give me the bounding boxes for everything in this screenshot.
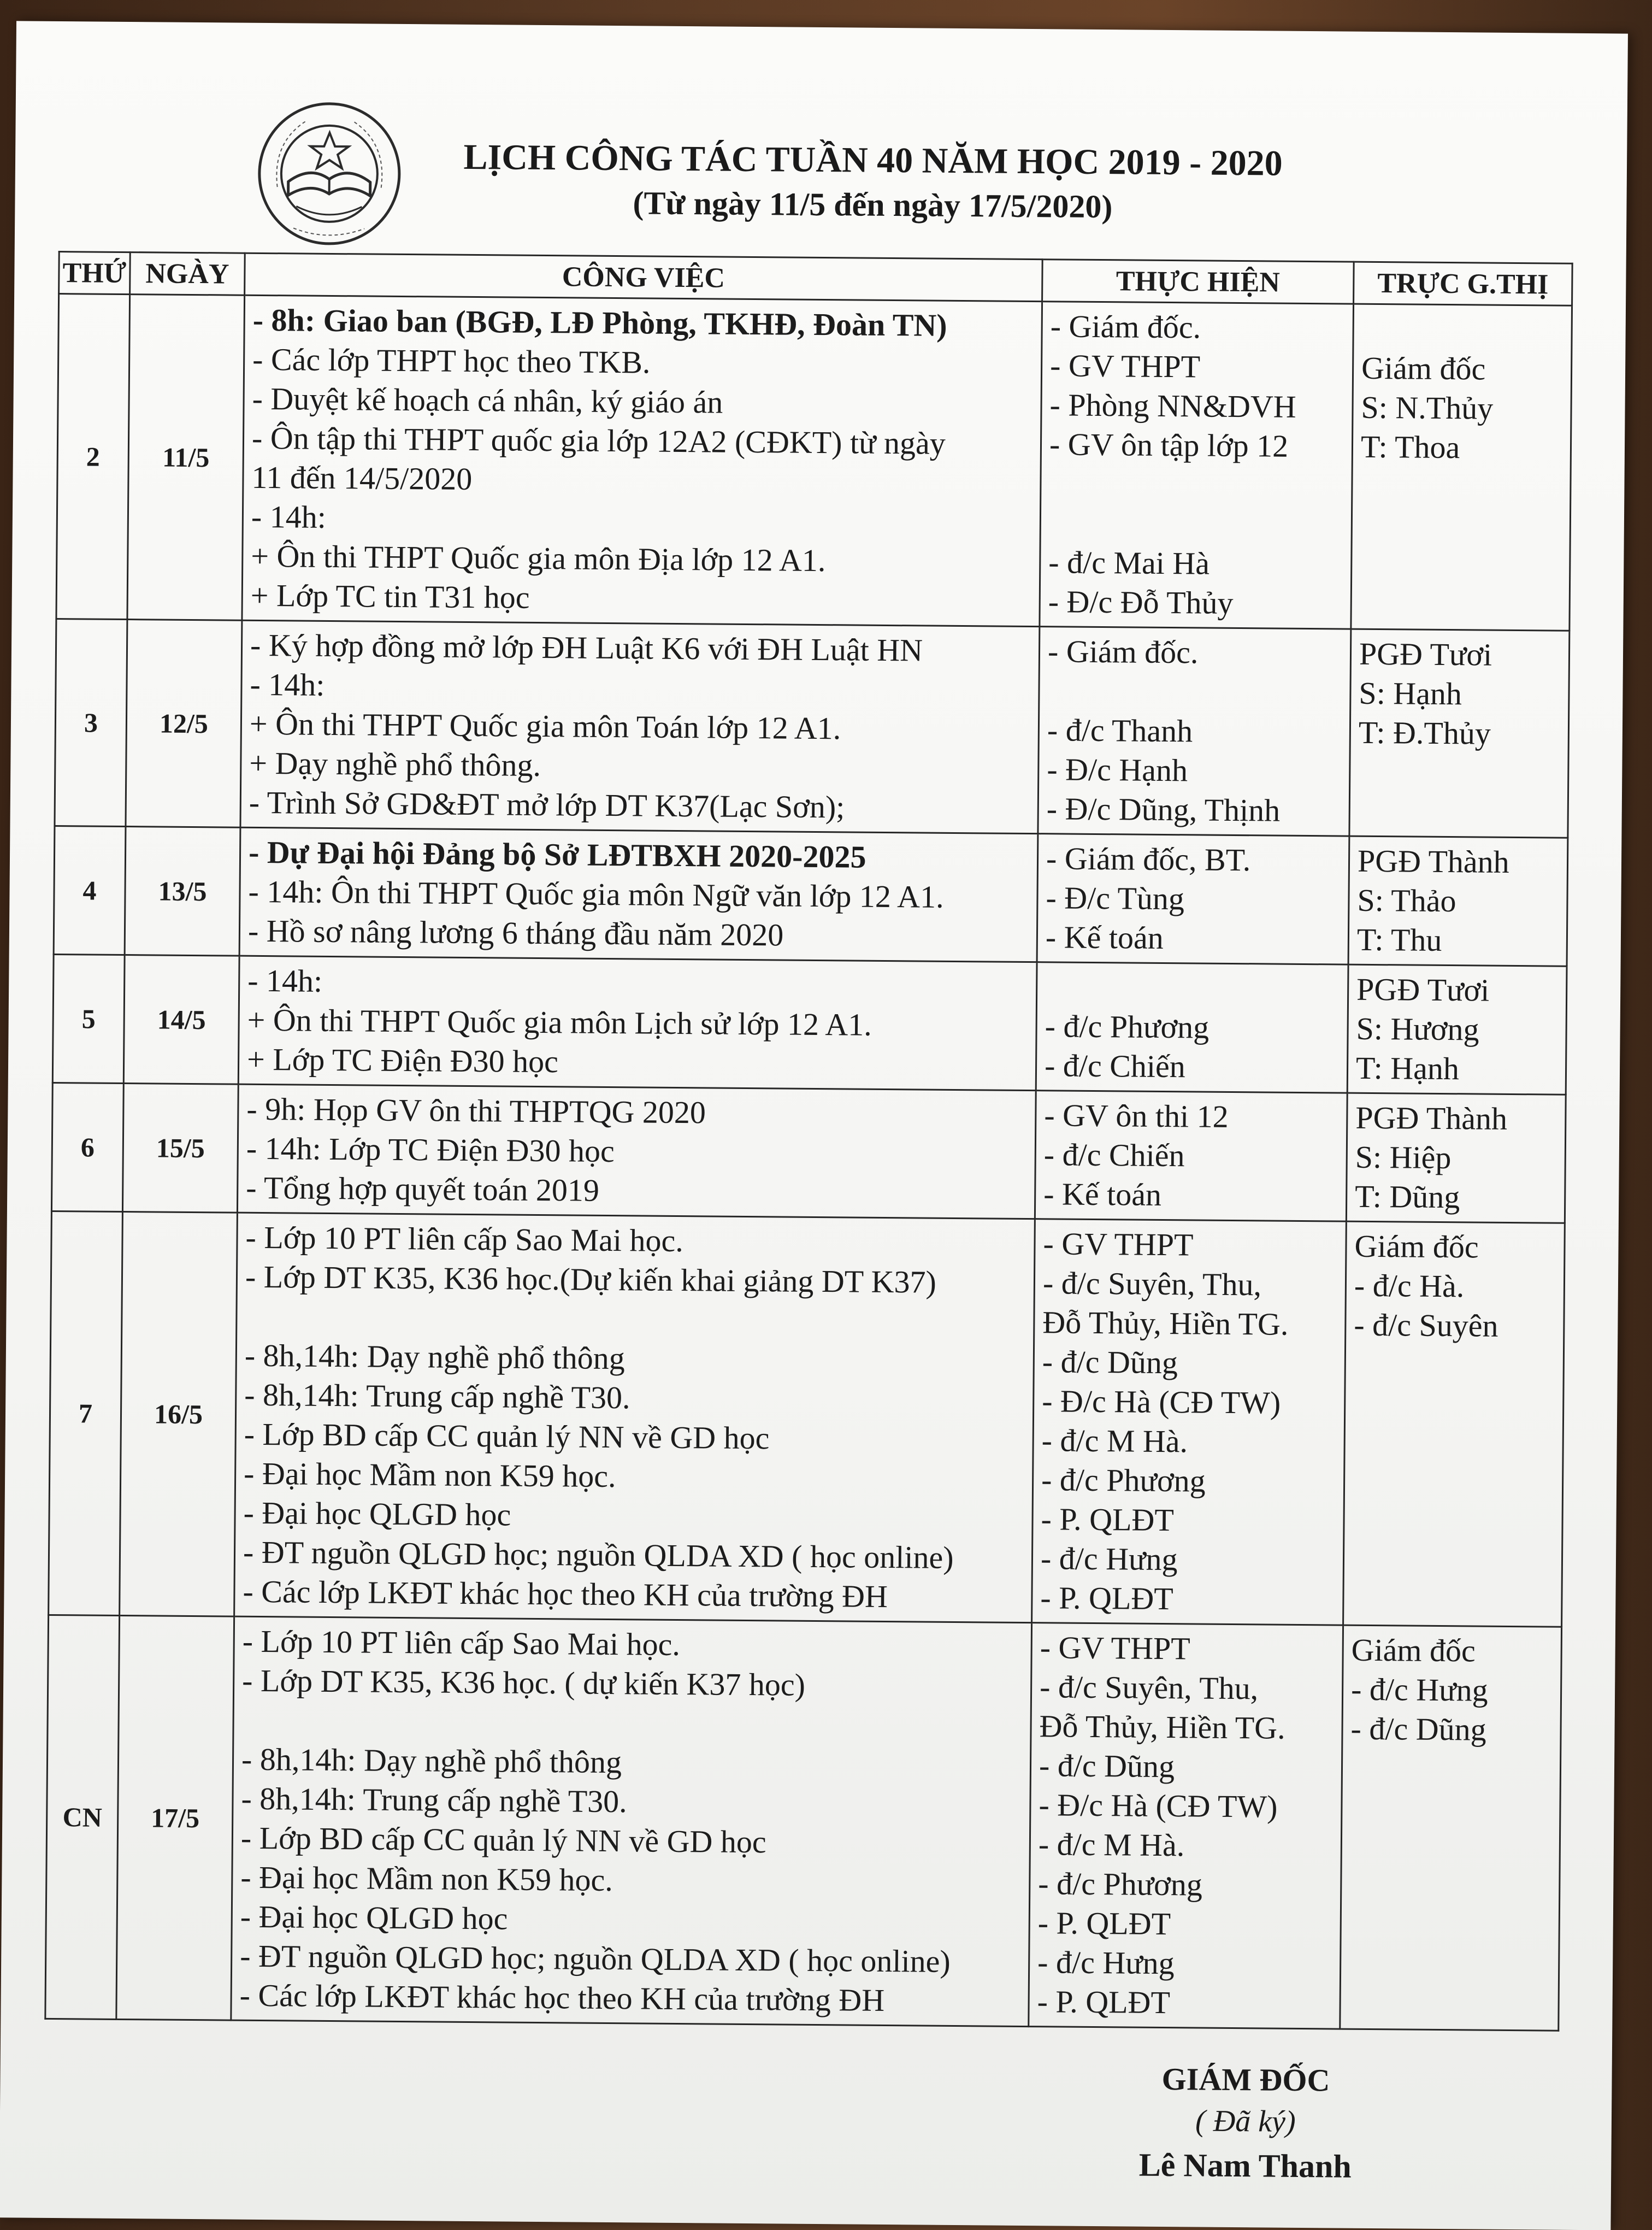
duty-line: - đ/c Hưng xyxy=(1351,1670,1553,1711)
cell-cong-viec xyxy=(239,827,1038,962)
work-line: - Các lớp LKĐT khác học theo KH của trường ĐH xyxy=(239,1976,1020,2021)
cell-thu: 2 xyxy=(56,294,130,620)
work-line: - Đại học Mầm non K59 học. xyxy=(244,1454,1025,1499)
duty-line: T: Thoa xyxy=(1361,427,1563,468)
executor-line: - Kế toán xyxy=(1043,1174,1338,1216)
executor-line: - Phòng NN&DVH xyxy=(1049,385,1344,427)
header-cong-viec: CÔNG VIỆC xyxy=(245,253,1043,301)
executor-line: - P. QLĐT xyxy=(1037,1982,1332,2023)
cell-truc xyxy=(1343,1221,1565,1627)
work-line: - Dự Đại hội Đảng bộ Sở LĐTBXH 2020-2025 xyxy=(249,833,1030,878)
header-ngay: NGÀY xyxy=(130,252,245,296)
work-line: - Lớp DT K35, K36 học. ( dự kiến K37 học) xyxy=(242,1661,1023,1707)
duty-line: Giám đốc xyxy=(1361,349,1564,390)
cell-ngay: 13/5 xyxy=(125,827,240,956)
duty-line: - đ/c Hà. xyxy=(1354,1266,1556,1307)
executor-line: - Đ/c Hạnh xyxy=(1047,750,1342,791)
executor-line: - đ/c M Hà. xyxy=(1041,1421,1336,1462)
work-line: - 14h: Ôn thi THPT Quốc gia môn Ngữ văn lớp 12 A1. xyxy=(248,872,1029,917)
schedule-body xyxy=(45,294,1572,2031)
table-row xyxy=(56,294,1572,631)
executor-line: - Đ/c Hà (CĐ TW) xyxy=(1039,1785,1334,1827)
executor-line: - GV THPT xyxy=(1050,346,1345,387)
executor-line: - Đ/c Hà (CĐ TW) xyxy=(1042,1381,1337,1423)
cell-cong-viec xyxy=(238,956,1037,1090)
work-line: - Lớp 10 PT liên cấp Sao Mai học. xyxy=(242,1622,1023,1667)
executor-line: - đ/c Suyên, Thu, xyxy=(1043,1263,1338,1305)
executor-line: - GV ôn tập lớp 12 xyxy=(1049,425,1344,466)
signature-title: GIÁM ĐỐC xyxy=(1114,2057,1377,2103)
cell-thuc-hien xyxy=(1037,834,1349,964)
document-page xyxy=(0,21,1628,2230)
executor-line: - P. QLĐT xyxy=(1040,1578,1335,1620)
schedule-table xyxy=(44,251,1573,2032)
executor-line: - đ/c Phương xyxy=(1045,1007,1340,1048)
duty-line: T: Thu xyxy=(1357,920,1559,961)
cell-thu: 3 xyxy=(55,619,127,827)
executor-line xyxy=(1047,671,1342,713)
work-line: - Trình Sở GD&ĐT mở lớp DT K37(Lạc Sơn); xyxy=(249,783,1030,828)
work-line: + Ôn thi THPT Quốc gia môn Địa lớp 12 A1. xyxy=(251,537,1032,582)
school-seal-logo xyxy=(255,99,404,248)
executor-line xyxy=(1049,503,1344,545)
document-title: LỊCH CÔNG TÁC TUẦN 40 NĂM HỌC 2019 - 2020 xyxy=(430,136,1316,185)
table-row xyxy=(55,619,1570,838)
cell-thuc-hien xyxy=(1032,1219,1347,1625)
work-line: - 9h: Họp GV ôn thi THPTQG 2020 xyxy=(246,1090,1028,1135)
work-line: - Đại học QLGD học xyxy=(243,1493,1024,1539)
cell-ngay: 11/5 xyxy=(127,295,245,621)
work-line: + Dạy nghề phổ thông. xyxy=(249,744,1030,789)
executor-line: - đ/c Thanh xyxy=(1047,710,1342,752)
work-line: - 8h,14h: Trung cấp nghề T30. xyxy=(241,1779,1022,1825)
executor-line: - Đ/c Tùng xyxy=(1046,878,1341,920)
executor-line: Đỗ Thủy, Hiền TG. xyxy=(1039,1707,1334,1748)
work-line: - ĐT nguồn QLGD học; nguồn QLDA XD ( học online) xyxy=(243,1533,1024,1578)
cell-cong-viec xyxy=(240,620,1040,833)
executor-line: - đ/c Chiến xyxy=(1045,1046,1340,1087)
executor-line: - Đ/c Dũng, Thịnh xyxy=(1046,789,1341,831)
executor-line: - đ/c Dũng xyxy=(1039,1746,1334,1787)
work-line: - Đại học QLGD học xyxy=(240,1897,1022,1943)
work-line: - Lớp BD cấp CC quản lý NN về GD học xyxy=(244,1415,1025,1460)
work-line: - Các lớp THPT học theo TKB. xyxy=(252,340,1034,385)
cell-ngay: 16/5 xyxy=(120,1212,238,1617)
work-line: - Đại học Mầm non K59 học. xyxy=(240,1858,1022,1903)
work-line: - Lớp 10 PT liên cấp Sao Mai học. xyxy=(245,1218,1026,1263)
work-line: - Các lớp LKĐT khác học theo KH của trường ĐH xyxy=(243,1572,1024,1617)
duty-line: - đ/c Suyên xyxy=(1354,1305,1556,1346)
executor-line: - P. QLĐT xyxy=(1041,1499,1336,1541)
executor-line: - đ/c Phương xyxy=(1038,1864,1333,1905)
cell-cong-viec xyxy=(242,295,1042,626)
cell-thuc-hien xyxy=(1040,302,1354,629)
work-line: - 8h: Giao ban (BGĐ, LĐ Phòng, TKHĐ, Đoàn TN) xyxy=(252,301,1034,346)
executor-line: - đ/c Suyên, Thu, xyxy=(1040,1667,1335,1709)
header-thu: THỨ xyxy=(59,252,131,295)
executor-line: - đ/c Phương xyxy=(1041,1460,1336,1502)
cell-thu: 5 xyxy=(52,955,125,1084)
executor-line: - Giám đốc. xyxy=(1048,632,1343,673)
executor-line: - đ/c Mai Hà xyxy=(1048,543,1343,584)
table-row xyxy=(51,1082,1566,1223)
work-line: - Lớp DT K35, K36 học.(Dự kiến khai giảng DT K37) xyxy=(245,1257,1026,1303)
cell-ngay: 14/5 xyxy=(123,955,239,1085)
header-thuc-hien: THỰC HIỆN xyxy=(1042,260,1354,304)
executor-line xyxy=(1045,967,1340,1009)
table-row xyxy=(45,1615,1562,2031)
work-line: - Hồ sơ nâng lương 6 tháng đầu năm 2020 xyxy=(248,911,1029,957)
executor-line: - GV THPT xyxy=(1040,1628,1335,1669)
cell-truc xyxy=(1348,836,1568,966)
executor-line: - đ/c Chiến xyxy=(1044,1135,1339,1176)
work-line: - 14h: Lớp TC Điện Đ30 học xyxy=(246,1129,1028,1174)
work-line: - ĐT nguồn QLGD học; nguồn QLDA XD ( học online) xyxy=(240,1937,1021,1982)
header-truc: TRỰC G.THỊ xyxy=(1354,262,1573,305)
cell-truc xyxy=(1347,964,1567,1095)
cell-thuc-hien xyxy=(1035,1091,1347,1221)
work-line: - 14h: xyxy=(247,961,1029,1007)
work-line: - 8h,14h: Trung cấp nghề T30. xyxy=(244,1375,1025,1421)
duty-line: S: Hạnh xyxy=(1359,674,1561,715)
work-line: 11 đến 14/5/2020 xyxy=(251,458,1032,503)
cell-cong-viec xyxy=(231,1616,1032,2026)
work-line: - Ôn tập thi THPT quốc gia lớp 12A2 (CĐKT) từ ngày xyxy=(252,419,1033,464)
work-line: + Ôn thi THPT Quốc gia môn Toán lớp 12 A1. xyxy=(250,704,1031,750)
cell-truc xyxy=(1346,1093,1566,1223)
cell-truc xyxy=(1351,304,1572,631)
work-line: - Duyệt kế hoạch cá nhân, ký giáo án xyxy=(252,379,1033,425)
cell-ngay: 15/5 xyxy=(122,1084,238,1213)
work-line: - 8h,14h: Dạy nghề phổ thông xyxy=(241,1740,1023,1785)
work-line: - 14h: xyxy=(251,497,1032,543)
duty-line: Giám đốc xyxy=(1351,1631,1553,1672)
cell-thu: 4 xyxy=(54,826,126,955)
duty-line: S: Thảo xyxy=(1357,881,1559,922)
executor-line: - Kế toán xyxy=(1046,917,1341,959)
work-line: + Ôn thi THPT Quốc gia môn Lịch sử lớp 12 A1. xyxy=(247,1001,1028,1046)
executor-line xyxy=(1049,464,1344,505)
cell-thu: CN xyxy=(45,1615,120,2019)
executor-line: - GV ôn thi 12 xyxy=(1044,1096,1339,1137)
executor-line: - Giám đốc, BT. xyxy=(1046,839,1341,880)
work-line xyxy=(241,1701,1023,1746)
table-row xyxy=(54,826,1568,967)
signer-name: Lê Nam Thanh xyxy=(1114,2140,1377,2191)
cell-truc xyxy=(1349,629,1570,838)
executor-line: Đỗ Thủy, Hiền TG. xyxy=(1042,1303,1337,1344)
executor-line: - đ/c M Hà. xyxy=(1039,1825,1334,1866)
duty-line: T: Dũng xyxy=(1355,1177,1557,1218)
work-line xyxy=(245,1297,1026,1342)
duty-line: S: N.Thủy xyxy=(1361,388,1563,429)
executor-line: - đ/c Hưng xyxy=(1041,1539,1336,1580)
duty-line: S: Hiệp xyxy=(1355,1138,1557,1179)
cell-thuc-hien xyxy=(1029,1623,1343,2029)
work-line: + Lớp TC tin T31 học xyxy=(251,576,1032,621)
cell-cong-viec xyxy=(234,1213,1035,1622)
executor-line: - đ/c Dũng xyxy=(1042,1342,1337,1384)
duty-line xyxy=(1361,309,1564,350)
work-line: + Lớp TC Điện Đ30 học xyxy=(247,1040,1028,1085)
signature-block xyxy=(1114,2057,1377,2191)
cell-thuc-hien xyxy=(1036,962,1348,1093)
duty-line: PGĐ Thành xyxy=(1355,1098,1557,1139)
work-line: - Tổng hợp quyết toán 2019 xyxy=(246,1168,1027,1214)
cell-thuc-hien xyxy=(1038,627,1351,836)
cell-thu: 6 xyxy=(51,1082,123,1211)
duty-line: PGĐ Tươi xyxy=(1359,634,1561,675)
table-row xyxy=(49,1211,1565,1627)
duty-line: T: Hạnh xyxy=(1356,1049,1558,1090)
signature-note: ( Đã ký) xyxy=(1114,2100,1377,2142)
table-row xyxy=(52,955,1567,1095)
duty-line: T: Đ.Thủy xyxy=(1359,713,1561,754)
cell-truc xyxy=(1340,1625,1562,2031)
duty-line: S: Hương xyxy=(1356,1009,1558,1050)
work-line: - Lớp BD cấp CC quản lý NN về GD học xyxy=(241,1819,1022,1864)
work-line: - Ký hợp đồng mở lớp ĐH Luật K6 với ĐH Luật HN xyxy=(250,626,1031,671)
duty-line: Giám đốc xyxy=(1354,1227,1556,1268)
duty-line: - đ/c Dũng xyxy=(1350,1709,1553,1750)
work-line: - 8h,14h: Dạy nghề phổ thông xyxy=(245,1336,1026,1381)
document-date-range: (Từ ngày 11/5 đến ngày 17/5/2020) xyxy=(430,183,1315,227)
duty-line: PGĐ Tươi xyxy=(1356,970,1559,1011)
executor-line: - P. QLĐT xyxy=(1037,1903,1332,1945)
executor-line: - GV THPT xyxy=(1043,1224,1338,1266)
cell-ngay: 17/5 xyxy=(116,1615,234,2020)
executor-line: - Giám đốc. xyxy=(1050,307,1345,348)
work-line: - 14h: xyxy=(250,665,1031,710)
cell-cong-viec xyxy=(237,1084,1036,1219)
executor-line: - đ/c Hưng xyxy=(1037,1943,1332,1984)
executor-line: - Đ/c Đỗ Thủy xyxy=(1048,582,1343,623)
cell-ngay: 12/5 xyxy=(126,620,242,828)
duty-line: PGĐ Thành xyxy=(1358,842,1560,882)
cell-thu: 7 xyxy=(49,1211,123,1615)
